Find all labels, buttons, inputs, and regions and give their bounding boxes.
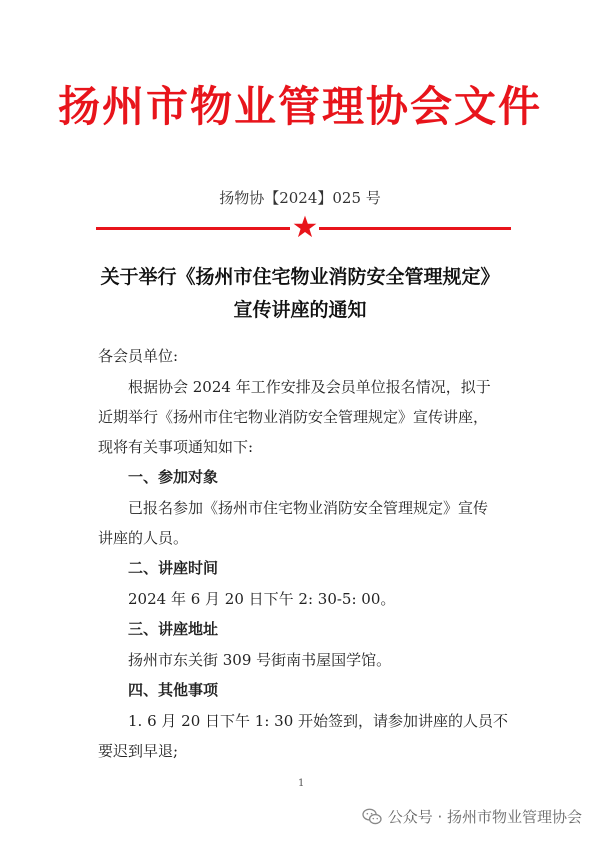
section-heading-time: 二、讲座时间 — [128, 559, 219, 577]
section-heading-venue: 三、讲座地址 — [128, 620, 219, 638]
notice-title-line-2: 宣传讲座的通知 — [233, 299, 367, 321]
watermark — [362, 806, 582, 827]
intro-line: 近期举行《扬州市住宅物业消防安全管理规定》宣传讲座， — [98, 408, 489, 426]
salutation: 各会员单位: — [98, 347, 179, 365]
section-text: 2024 年 6 月 20 日下午 2: 30-5: 00。 — [128, 590, 396, 608]
org-header: 扬州市物业管理协会文件 — [57, 82, 542, 131]
section-heading-other: 四、其他事项 — [128, 681, 219, 699]
section-text: 已报名参加《扬州市住宅物业消防安全管理规定》宣传 — [128, 499, 489, 517]
section-text: 1. 6 月 20 日下午 1: 30 开始签到，请参加讲座的人员不 — [128, 712, 509, 730]
section-text: 讲座的人员。 — [98, 529, 189, 547]
intro-line: 根据协会 2024 年工作安排及会员单位报名情况，拟于 — [128, 378, 491, 396]
section-text: 要迟到早退; — [98, 742, 179, 760]
page-number: 1 — [298, 778, 305, 789]
doc-number: 扬物协【2024】025 号 — [219, 189, 381, 207]
red-rule-left — [96, 227, 290, 230]
wechat-icon — [362, 808, 382, 826]
star-icon — [292, 214, 318, 240]
watermark-text: 公众号 · 扬州市物业管理协会 — [387, 808, 582, 826]
red-rule-right — [319, 227, 511, 230]
intro-line: 现将有关事项通知如下: — [98, 438, 254, 456]
notice-title-line-1: 关于举行《扬州市住宅物业消防安全管理规定》 — [100, 266, 500, 288]
section-text: 扬州市东关街 309 号街南书屋国学馆。 — [128, 651, 392, 669]
section-heading-participants: 一、参加对象 — [128, 468, 219, 486]
